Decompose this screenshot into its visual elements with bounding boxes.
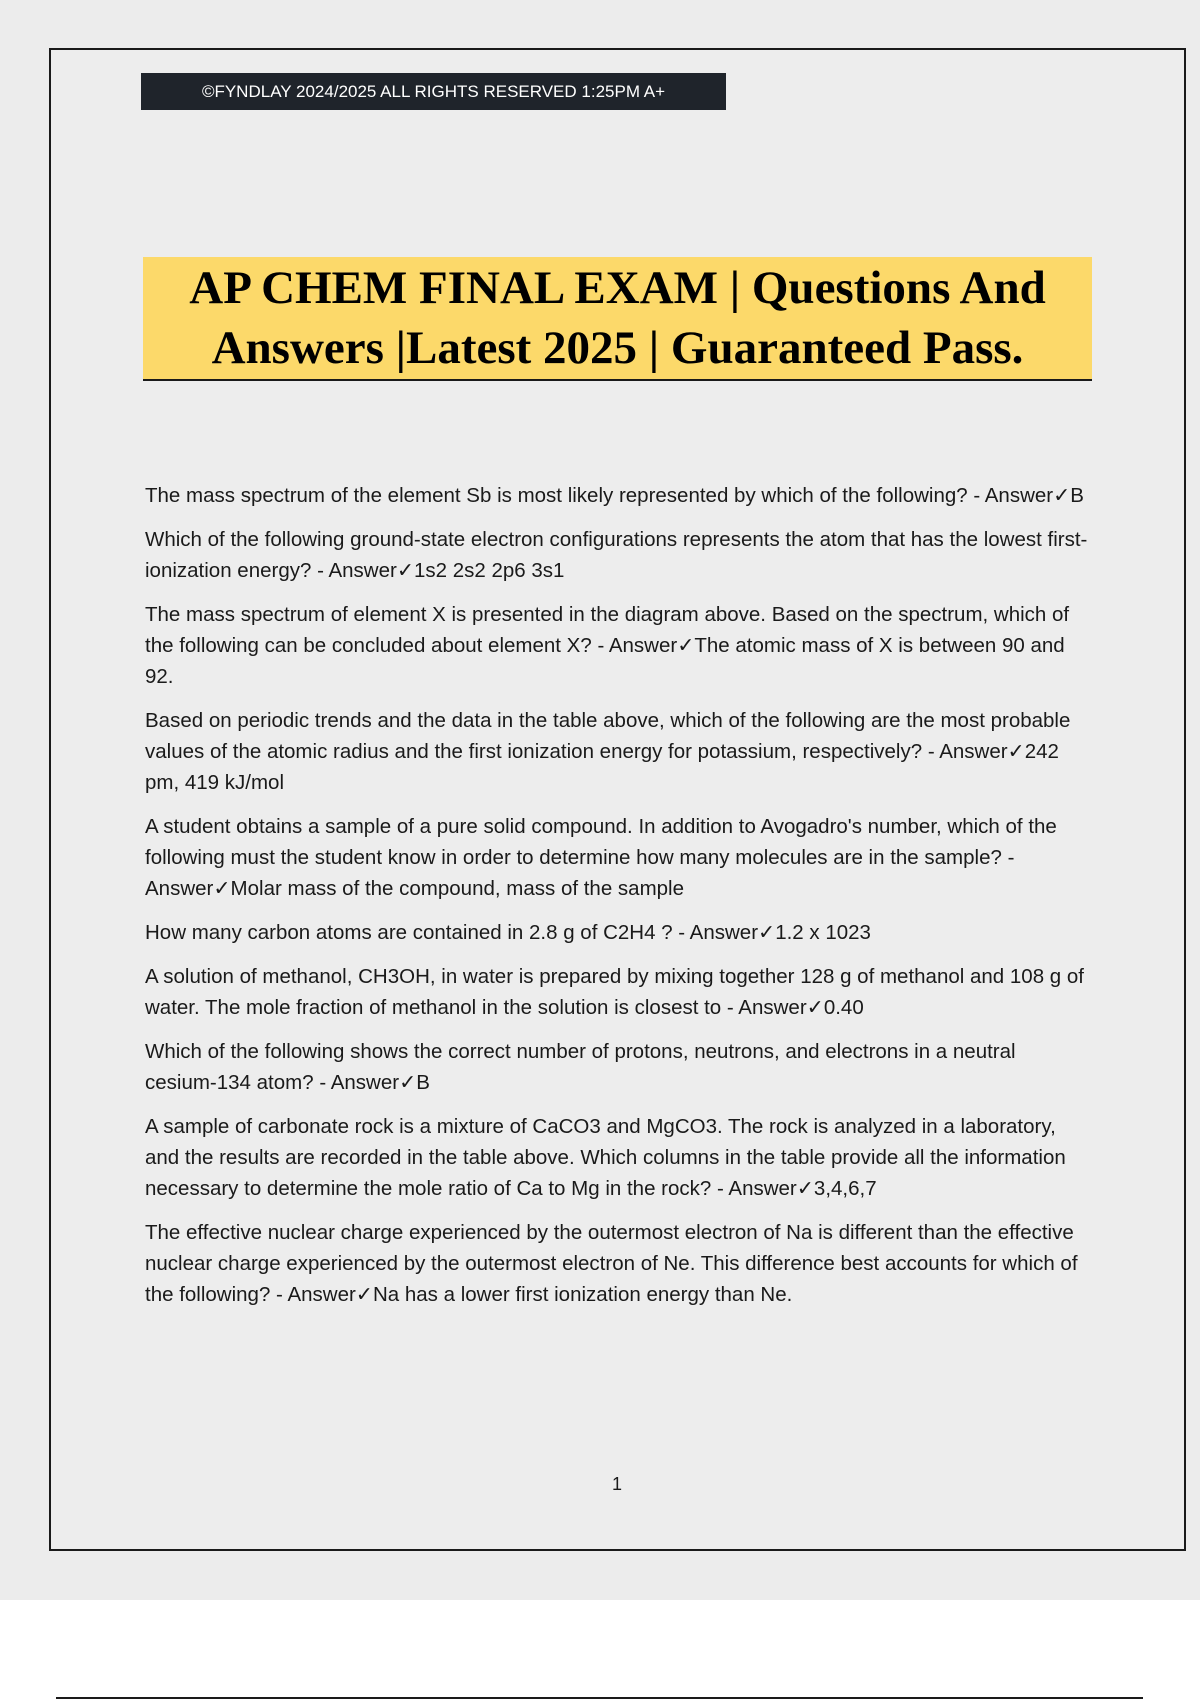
copyright-banner: ©FYNDLAY 2024/2025 ALL RIGHTS RESERVED 1:25PM A+	[141, 73, 726, 110]
qa-item: Based on periodic trends and the data in the table above, which of the following are the most probable values of the atomic radius and the first ionization energy for potassium, respectively? - Answer✓242 pm, 419 kJ/mol	[145, 709, 1071, 794]
qa-item: A sample of carbonate rock is a mixture of CaCO3 and MgCO3. The rock is analyzed in a laboratory, and the results are recorded in the table above. Which columns in the table provide all the information necessary to determine the mole ratio of Ca to Mg in the rock? - Answer✓3,4,6,7	[145, 1115, 1066, 1200]
qa-item: A solution of methanol, CH3OH, in water is prepared by mixing together 128 g of methanol and 108 g of water. The mole fraction of methanol in the solution is closest to - Answer✓0.40	[145, 965, 1084, 1019]
qa-item: Which of the following shows the correct number of protons, neutrons, and electrons in a neutral cesium-134 atom? - Answer✓B	[145, 1040, 1016, 1094]
qa-item: A student obtains a sample of a pure solid compound. In addition to Avogadro's number, which of the following must the student know in order to determine how many molecules are in the sample? - Answer✓Molar mass of the compound, mass of the sample	[145, 815, 1057, 900]
title-banner	[143, 257, 1092, 381]
question-answer-list	[145, 480, 1090, 1323]
qa-item: The mass spectrum of the element Sb is most likely represented by which of the following? - Answer✓B	[145, 484, 1084, 507]
qa-item: The mass spectrum of element X is presented in the diagram above. Based on the spectrum, which of the following can be concluded about element X? - Answer✓The atomic mass of X is between 90 and 92.	[145, 603, 1070, 688]
next-page-top-rule	[56, 1697, 1143, 1699]
page-number: 1	[611, 1474, 622, 1494]
title-line-1: AP CHEM FINAL EXAM | Questions And	[189, 262, 1046, 314]
qa-item: The effective nuclear charge experienced by the outermost electron of Na is different than the effective nuclear charge experienced by the outermost electron of Ne. This difference best accounts for which of the following? - Answer✓Na has a lower first ionization energy than Ne.	[145, 1221, 1078, 1306]
qa-item: How many carbon atoms are contained in 2.8 g of C2H4 ? - Answer✓1.2 x 1023	[145, 921, 871, 944]
title-line-2: Answers |Latest 2025 | Guaranteed Pass.	[211, 322, 1024, 374]
qa-item: Which of the following ground-state electron configurations represents the atom that has the lowest first-ionization energy? - Answer✓1s2 2s2 2p6 3s1	[145, 528, 1088, 582]
